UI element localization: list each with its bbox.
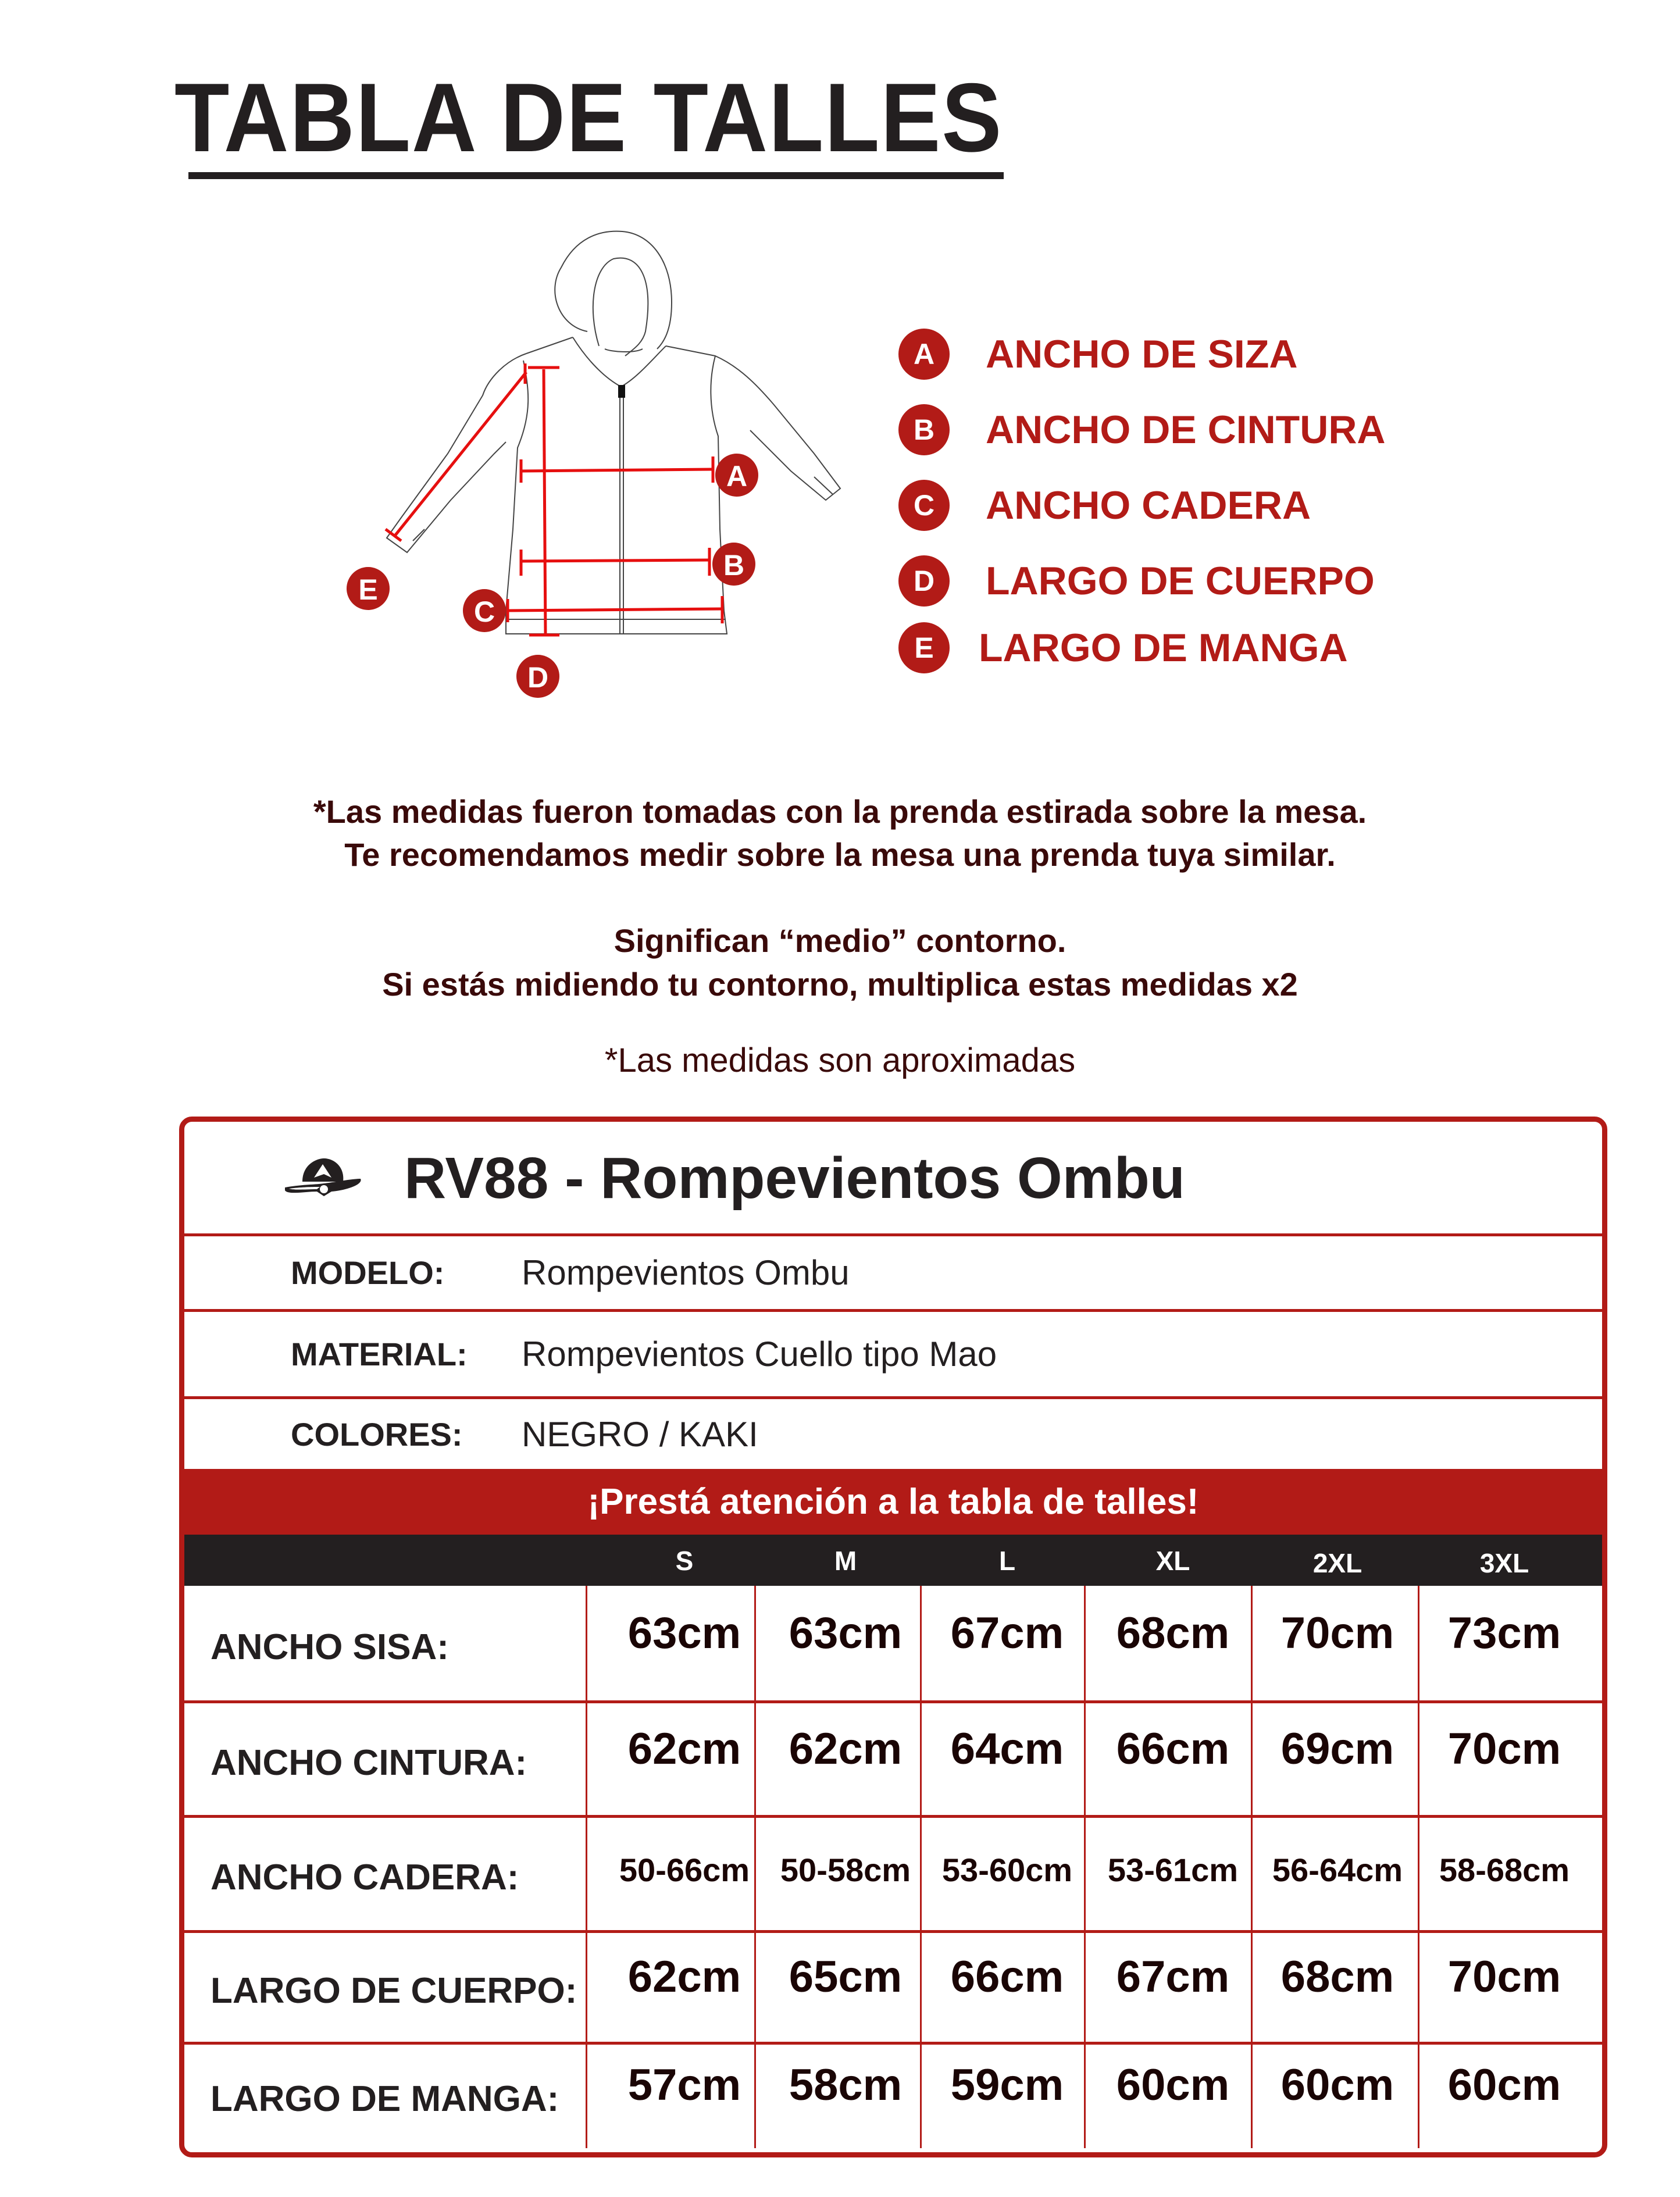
table-cell: 60cm: [1280, 2060, 1394, 2110]
size-header-s: S: [675, 1546, 694, 1576]
column-divider: [586, 2043, 587, 2148]
column-divider: [920, 1586, 922, 1702]
column-divider: [920, 1817, 922, 1932]
size-header-m: M: [834, 1546, 857, 1576]
table-cell: 62cm: [627, 1724, 741, 1774]
row-label: ANCHO CINTURA:: [211, 1742, 527, 1783]
hood-inner: [593, 258, 648, 356]
column-divider: [1084, 1932, 1086, 2043]
jacket-diagram: [331, 204, 855, 762]
page-title: TABLA DE TALLES: [174, 63, 1003, 172]
table-row: [184, 1702, 1602, 1817]
column-divider: [1084, 2043, 1086, 2148]
column-divider: [1418, 1817, 1419, 1932]
table-cell: 50-66cm: [619, 1852, 750, 1888]
column-divider: [1084, 1702, 1086, 1817]
body-left: [387, 354, 526, 552]
svg-text:E: E: [358, 573, 378, 606]
info-row-colores: [184, 1399, 1602, 1469]
table-cell: 50-58cm: [780, 1852, 911, 1888]
info-label: COLORES:: [291, 1415, 463, 1453]
table-cell: 57cm: [627, 2060, 741, 2110]
legend-item-e: [898, 622, 1348, 673]
column-divider: [920, 1702, 922, 1817]
info-value: Rompevientos Ombu: [522, 1253, 850, 1292]
diagram-markers: [347, 454, 758, 698]
table-cell: 65cm: [789, 1952, 903, 2002]
table-cell: 58cm: [789, 2060, 903, 2110]
table-cell: 67cm: [1116, 1952, 1230, 2002]
column-divider: [1251, 1586, 1253, 1702]
badge-c: C: [898, 480, 950, 531]
svg-text:C: C: [473, 595, 495, 628]
column-divider: [1418, 1586, 1419, 1702]
column-divider: [1251, 2043, 1253, 2148]
column-divider: [920, 2043, 922, 2148]
banner-text: ¡Prestá atención a la tabla de talles!: [587, 1482, 1199, 1522]
note-approximate: *Las medidas son aproximadas: [604, 1042, 1076, 1079]
note-recommend: Te recomendamos medir sobre la mesa una prenda tuya similar.: [344, 836, 1336, 873]
table-cell: 59cm: [950, 2060, 1064, 2110]
product-size-card: [179, 1117, 1607, 2157]
column-divider: [586, 1702, 587, 1817]
table-cell: 58-68cm: [1439, 1852, 1570, 1888]
table-cell: 56-64cm: [1272, 1852, 1403, 1888]
legend-label: LARGO DE MANGA: [979, 626, 1348, 670]
table-cell: 68cm: [1116, 1608, 1230, 1658]
hood-outline: [555, 231, 672, 349]
table-cell: 53-61cm: [1107, 1852, 1239, 1888]
table-cell: 60cm: [1116, 2060, 1230, 2110]
note-half-contour: Significan “medio” contorno.: [613, 922, 1067, 959]
column-divider: [1251, 1932, 1253, 2043]
column-divider: [1418, 1932, 1419, 2043]
column-divider: [586, 1817, 587, 1932]
card-header: [184, 1122, 1602, 1235]
table-cell: 70cm: [1447, 1724, 1561, 1774]
table-cell: 68cm: [1280, 1952, 1394, 2002]
legend-item-a: [898, 329, 1297, 380]
legend-label: ANCHO CADERA: [986, 483, 1311, 527]
row-label: ANCHO CADERA:: [211, 1857, 519, 1898]
table-cell: 66cm: [1116, 1724, 1230, 1774]
legend-item-c: [898, 480, 1311, 531]
info-label: MODELO:: [291, 1254, 445, 1291]
column-divider: [1084, 1817, 1086, 1932]
legend-label: ANCHO DE CINTURA: [986, 408, 1386, 452]
table-cell: 63cm: [789, 1608, 903, 1658]
column-divider: [920, 1932, 922, 2043]
info-label: MATERIAL:: [291, 1336, 468, 1372]
column-divider: [1251, 1702, 1253, 1817]
legend-item-d: [898, 555, 1375, 607]
table-row: [184, 1817, 1602, 1932]
row-label: LARGO DE MANGA:: [211, 2079, 559, 2119]
info-value: NEGRO / KAKI: [522, 1414, 758, 1454]
legend-label: LARGO DE CUERPO: [986, 559, 1375, 603]
size-header-3xl: 3XL: [1479, 1548, 1529, 1578]
size-header-l: L: [998, 1546, 1016, 1576]
table-cell: 63cm: [627, 1608, 741, 1658]
note-measured-flat: *Las medidas fueron tomadas con la prenda estirada sobre la mesa.: [313, 793, 1367, 830]
card-title: RV88 - Rompevientos Ombu: [404, 1146, 1185, 1211]
table-cell: 64cm: [950, 1724, 1064, 1774]
torso-left: [506, 361, 633, 634]
table-cell: 62cm: [627, 1952, 741, 2002]
note-multiply: Si estás midiendo tu contorno, multiplica estas medidas x2: [382, 966, 1298, 1003]
info-value: Rompevientos Cuello tipo Mao: [522, 1335, 997, 1374]
size-header-xl: XL: [1155, 1546, 1190, 1576]
badge-d: D: [898, 555, 950, 607]
column-divider: [754, 1586, 756, 1702]
attention-banner: [184, 1469, 1602, 1535]
column-divider: [1418, 2043, 1419, 2148]
info-row-material: [184, 1312, 1602, 1396]
torso-right: [633, 356, 727, 634]
table-cell: 73cm: [1447, 1608, 1561, 1658]
neckline: [573, 337, 666, 387]
column-divider: [586, 1586, 587, 1702]
legend-item-b: [898, 404, 1386, 455]
table-row: [184, 2043, 1602, 2148]
gaucho-hat-icon: [282, 1155, 363, 1202]
column-divider: [754, 1817, 756, 1932]
title-underline: [188, 172, 1004, 179]
table-row: [184, 1932, 1602, 2043]
svg-text:B: B: [723, 549, 745, 582]
marker-c: [463, 589, 506, 632]
column-divider: [754, 1932, 756, 2043]
column-divider: [754, 1702, 756, 1817]
legend-label: ANCHO DE SIZA: [986, 332, 1298, 376]
marker-e: [347, 567, 390, 610]
badge-a: A: [898, 329, 950, 380]
badge-b: B: [898, 404, 950, 455]
size-header-2xl: 2XL: [1312, 1548, 1362, 1578]
marker-d: [516, 655, 559, 698]
svg-text:A: A: [726, 460, 748, 493]
column-divider: [1418, 1702, 1419, 1817]
column-divider: [1084, 1586, 1086, 1702]
column-divider: [1251, 1817, 1253, 1932]
size-header-row: [184, 1535, 1602, 1586]
table-cell: 70cm: [1280, 1608, 1394, 1658]
badge-e: E: [898, 622, 950, 673]
table-row: [184, 1586, 1602, 1702]
table-cell: 67cm: [950, 1608, 1064, 1658]
table-cell: 60cm: [1447, 2060, 1561, 2110]
marker-b: [712, 543, 755, 586]
table-cell: 69cm: [1280, 1724, 1394, 1774]
info-row-modelo: [184, 1236, 1602, 1309]
row-label: LARGO DE CUERPO:: [211, 1971, 577, 2011]
table-cell: 70cm: [1447, 1952, 1561, 2002]
column-divider: [586, 1932, 587, 2043]
column-divider: [754, 2043, 756, 2148]
marker-a: [715, 454, 758, 497]
table-cell: 66cm: [950, 1952, 1064, 2002]
table-cell: 53-60cm: [941, 1852, 1073, 1888]
svg-text:D: D: [527, 661, 549, 694]
table-cell: 62cm: [789, 1724, 903, 1774]
row-label: ANCHO SISA:: [211, 1627, 449, 1667]
